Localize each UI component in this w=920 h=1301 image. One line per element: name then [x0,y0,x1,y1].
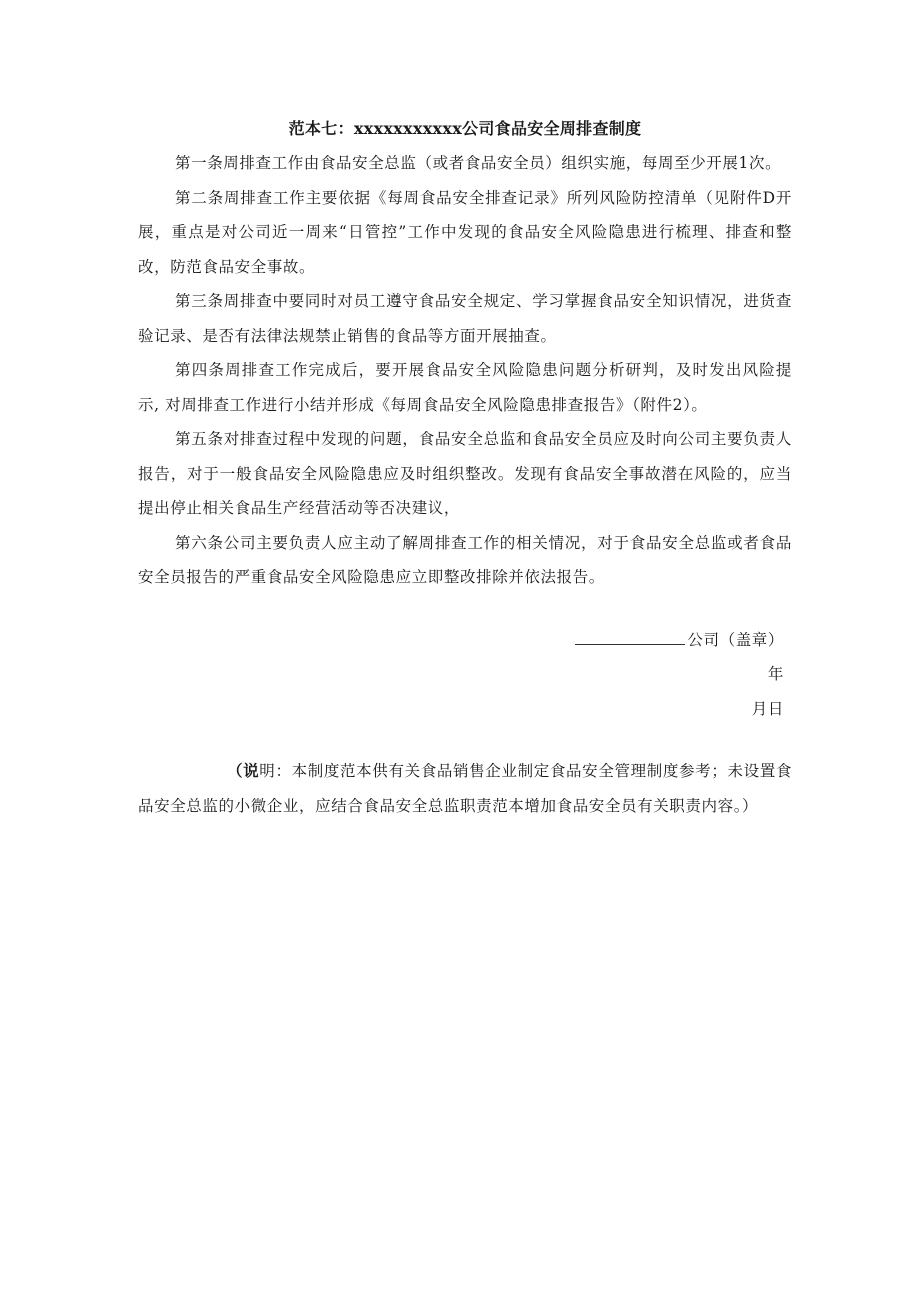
company-name-blank [575,630,685,645]
signature-company-line [138,623,784,658]
signature-company-suffix: 公司（盖章） [687,630,784,649]
explanatory-note [138,754,792,823]
signature-year: 年 [767,665,784,683]
article-1: 第一条周排查工作由食品安全总监（或者食品安全员）组织实施，每周至少开展1次。 [175,154,782,172]
document-title: 范本七：xxxxxxxxxxx公司食品安全周排查制度 [288,119,642,138]
article-3: 第三条周排查中要同时对员工遵守食品安全规定、学习掌握食品安全知识情况，进货查验记录、是否有法律法规禁止销售的食品等方面开展抽查。 [138,292,792,345]
signature-block [138,623,792,727]
article-6: 第六条公司主要负责人应主动了解周排查工作的相关情况，对于食品安全总监或者食品安全员报告的严重食品安全风险隐患应立即整改排除并依法报告。 [138,533,792,586]
article-2: 第二条周排查工作主要依据《每周食品安全排查记录》所列风险防控清单（见附件D开展，重点是对公司近一周来“日管控”工作中发现的食品安全风险隐患进行梳理、排查和整改，防范食品安全事故。 [138,188,792,276]
article-5: 第五条对排查过程中发现的问题，食品安全总监和食品安全员应及时向公司主要负责人报告，对于一般食品安全风险隐患应及时组织整改。发现有食品安全事故潜在风险的，应当提出停止相关食品生产经营活动等否决建议， [138,430,792,517]
signature-month-day: 月日 [751,699,784,718]
note-body: 明：本制度范本供有关食品销售企业制定食品安全管理制度参考；未设置食品安全总监的小微企业，应结合食品安全总监职责范本增加食品安全员有关职责内容。） [138,762,792,815]
note-prefix: （说 [227,761,260,780]
article-4: 第四条周排查工作完成后，要开展食品安全风险隐患问题分析研判，及时发出风险提示, 对周排查工作进行小结并形成《每周食品安全风险隐患排查报告》（附件2）。 [138,361,792,414]
document-page [138,112,792,839]
